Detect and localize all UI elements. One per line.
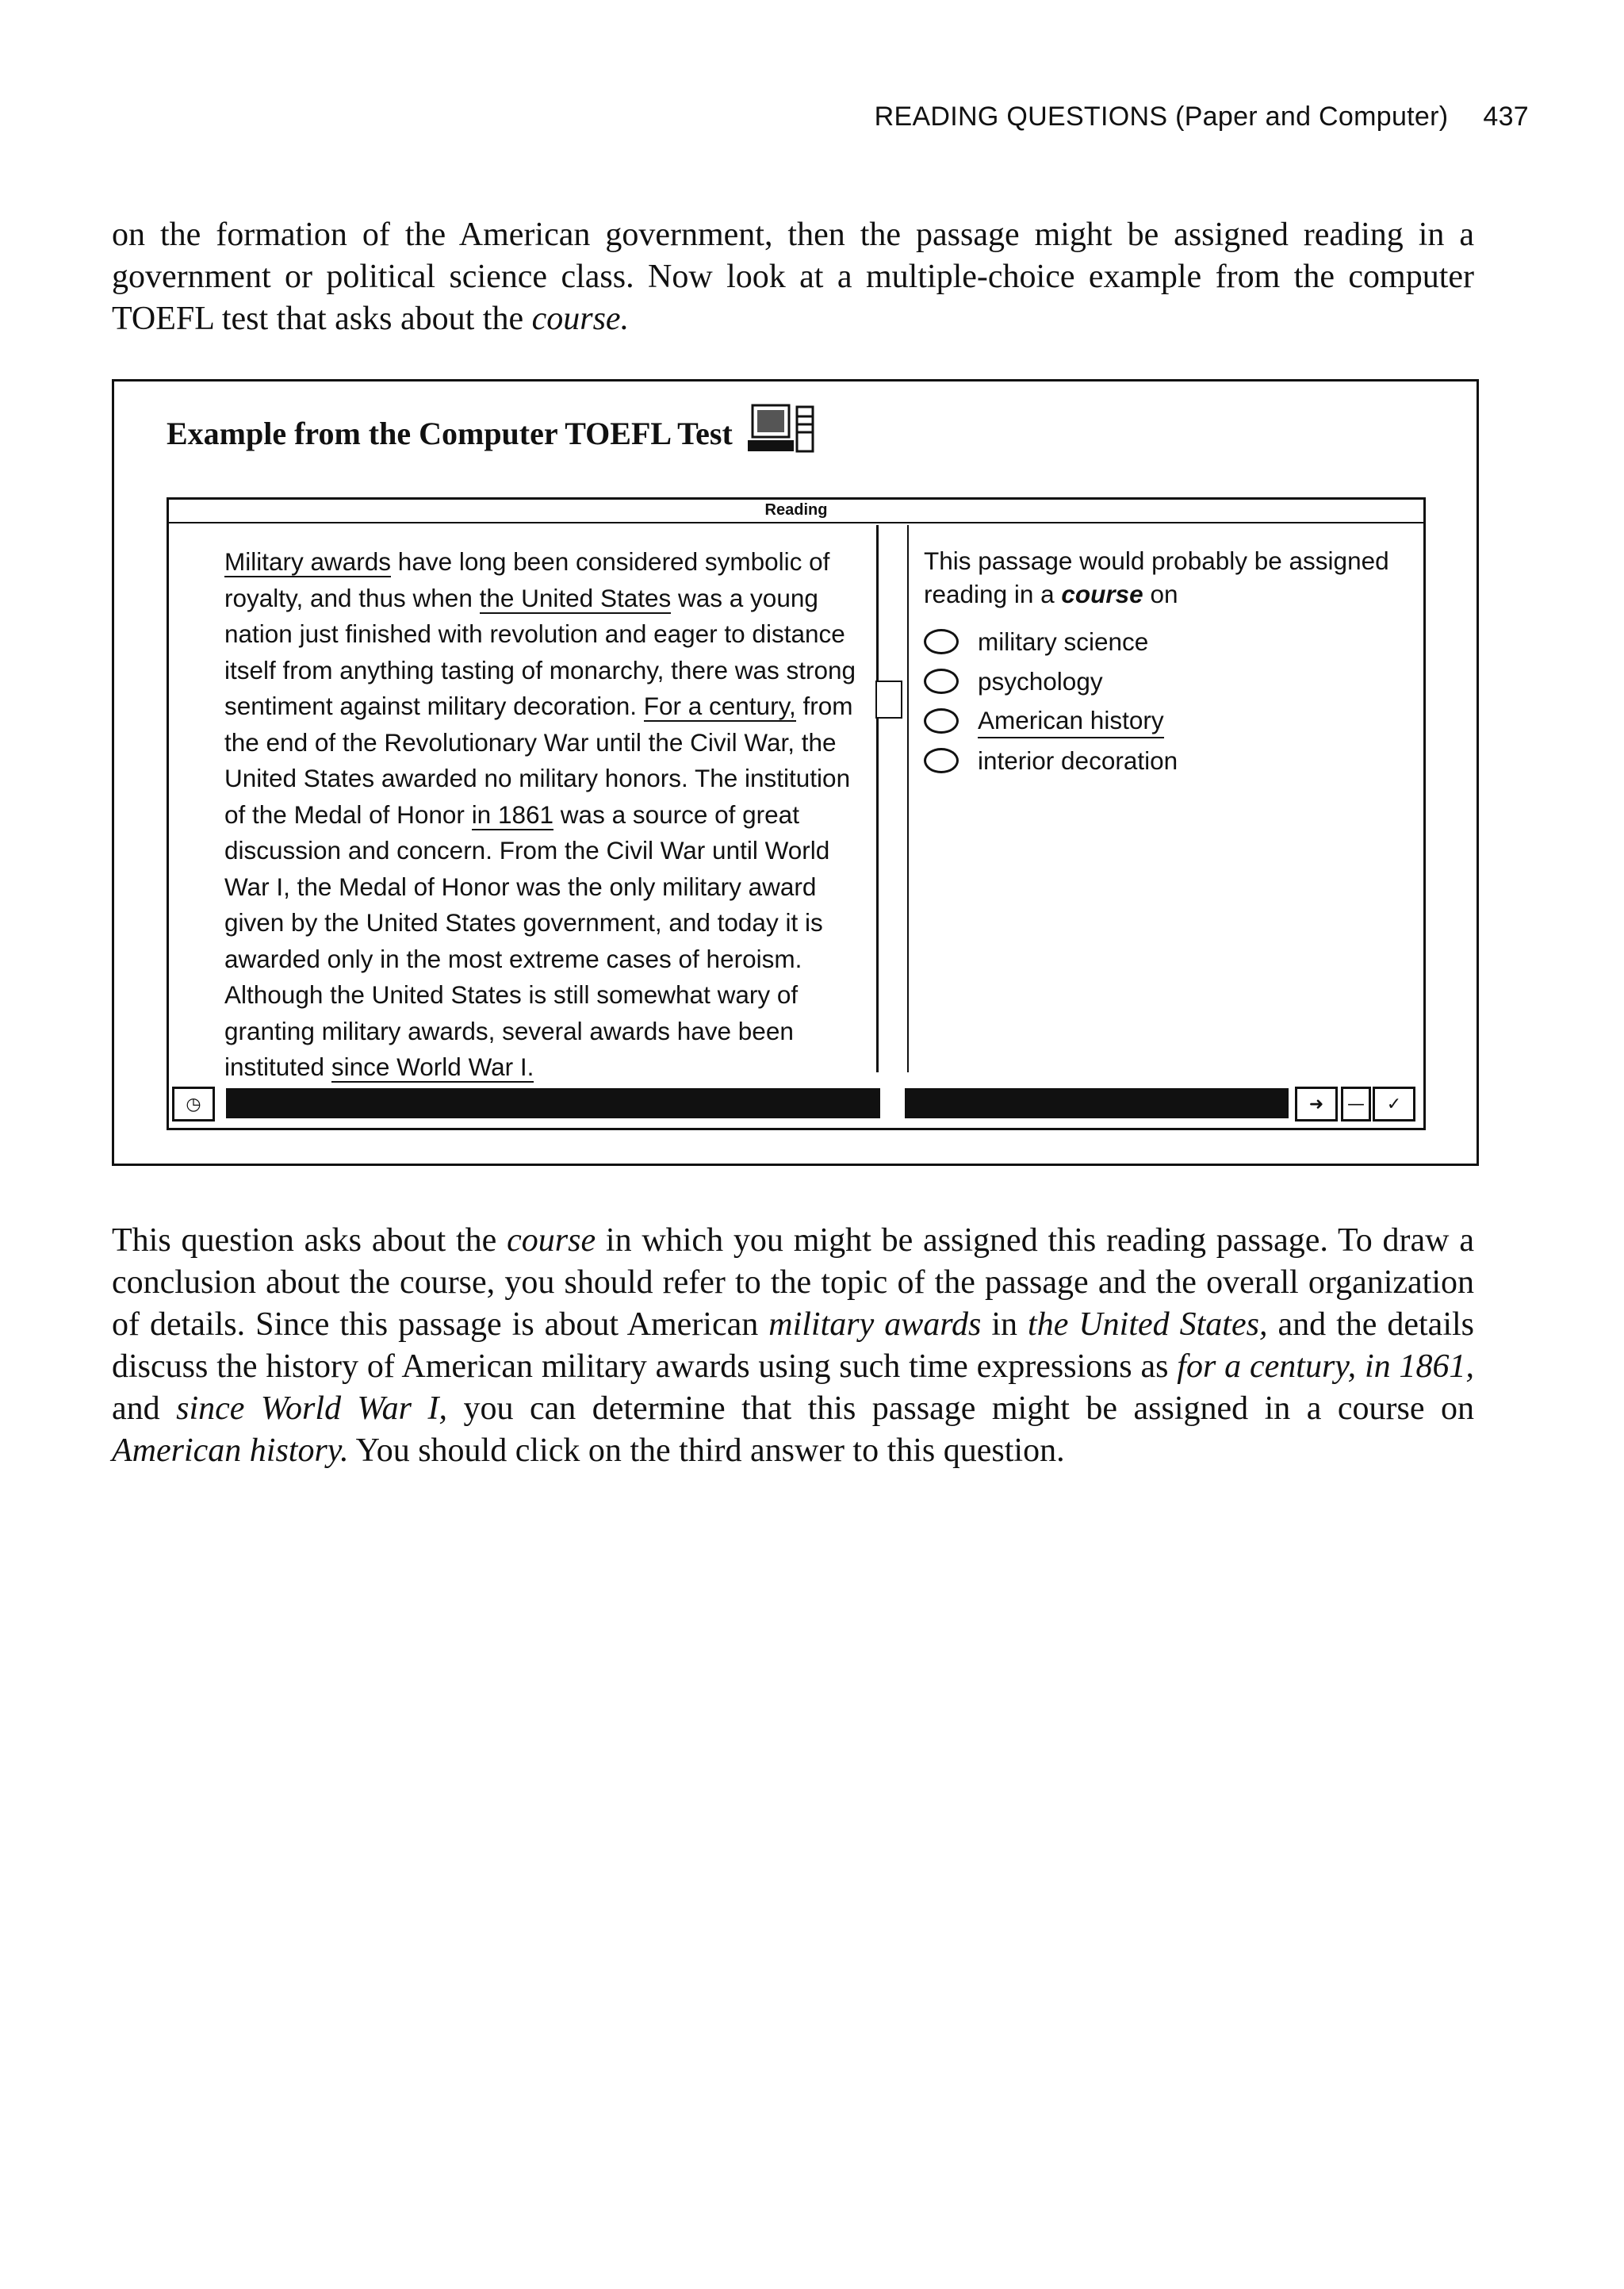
passage-underlined-phrase: in 1861 bbox=[471, 799, 554, 829]
toolbar-spacer-icon: — bbox=[1341, 1087, 1371, 1121]
answer-option-2[interactable] bbox=[924, 661, 1408, 701]
answer-label: American history bbox=[978, 704, 1164, 738]
explanation-text: This question asks about the bbox=[112, 1222, 508, 1259]
question-pane bbox=[924, 544, 1408, 780]
passage-underlined-phrase: For a century, bbox=[643, 692, 796, 720]
answer-option-1[interactable] bbox=[924, 622, 1408, 661]
explanation-italic: military awards bbox=[768, 1306, 982, 1343]
answer-label: interior decoration bbox=[978, 746, 1178, 775]
explanation-italic: American history. bbox=[112, 1432, 349, 1469]
toolbar-bar-right bbox=[905, 1088, 1289, 1118]
intro-paragraph bbox=[112, 214, 1474, 340]
explanation-text: and the details discuss the history of American military awards using such time expressions as bbox=[112, 1306, 1475, 1385]
toolbar bbox=[169, 1080, 1423, 1128]
page-number: 437 bbox=[1483, 102, 1529, 132]
radio-icon[interactable] bbox=[924, 629, 959, 654]
confirm-icon[interactable]: ✓ bbox=[1373, 1087, 1415, 1121]
explanation-italic: the United States, bbox=[1028, 1306, 1268, 1343]
passage-segment: from the end of the Revolutionary War until the Civil War, the United States awarded no military honors. The institution of the Medal of Honor bbox=[224, 692, 853, 829]
passage-segment: have long been considered symbolic of royalty, and thus when bbox=[224, 547, 830, 612]
time-icon[interactable]: ◷ bbox=[172, 1087, 215, 1121]
answer-label: psychology bbox=[978, 667, 1103, 696]
explanation-text: you can determine that this passage might be assigned in a course on bbox=[447, 1390, 1474, 1427]
intro-text: on the formation of the American government, then the passage might be assigned reading in a government or political science class. Now look at a multiple-choice example from the computer TOEFL test that asks about the bbox=[112, 217, 1474, 337]
example-title: Example from the Computer TOEFL Test bbox=[167, 416, 733, 451]
question-stem bbox=[924, 544, 1408, 611]
explanation-text: in bbox=[981, 1306, 1028, 1343]
window-title: Reading bbox=[169, 500, 1423, 523]
explanation-text: and bbox=[112, 1390, 177, 1427]
explanation-italic: course bbox=[507, 1222, 596, 1259]
explanation-paragraph bbox=[112, 1220, 1474, 1472]
passage-text bbox=[188, 544, 857, 1086]
answer-label: military science bbox=[978, 627, 1149, 656]
toefl-window bbox=[167, 497, 1426, 1130]
computer-icon bbox=[745, 404, 818, 454]
stem-bold-word: course bbox=[1061, 580, 1143, 608]
passage-segment: was a source of great discussion and concern. From the Civil War until World War I, the Medal of Honor was the only military award given by the United States government, and today it is awarded only in the most extreme cases of heroism. Although the United States is still somewhat wary of granting military awards, several awards have been instituted bbox=[224, 799, 830, 1081]
passage-underlined-phrase: since World War I. bbox=[331, 1052, 534, 1081]
answer-option-4[interactable] bbox=[924, 741, 1408, 780]
reading-passage bbox=[188, 544, 857, 1086]
scroll-thumb[interactable] bbox=[875, 681, 902, 719]
passage-underlined-phrase: Military awards bbox=[224, 547, 392, 576]
radio-icon[interactable] bbox=[924, 669, 959, 694]
explanation-text: in which you might be assigned this reading passage. To draw a conclusion about the course, you should refer to the topic of the passage and the overall organization of details. Since this passage is about American bbox=[112, 1222, 1474, 1343]
example-box bbox=[112, 379, 1479, 1166]
stem-text: This passage would probably be assigned reading in a bbox=[924, 546, 1389, 608]
explanation-italic: for a century, in 1861, bbox=[1177, 1348, 1474, 1385]
next-arrow-icon[interactable]: ➜ bbox=[1295, 1087, 1338, 1121]
passage-segment: was a young nation just finished with revolution and eager to distance itself from anything tasting of monarchy, there was strong sentiment against military decoration. bbox=[224, 583, 856, 720]
stem-end: on bbox=[1143, 580, 1178, 608]
radio-icon[interactable] bbox=[924, 708, 959, 734]
explanation-text: You should click on the third answer to this question. bbox=[348, 1432, 1065, 1469]
radio-icon[interactable] bbox=[924, 748, 959, 773]
running-head bbox=[793, 102, 1529, 132]
answer-option-3[interactable] bbox=[924, 701, 1408, 741]
explanation-italic: since World War I, bbox=[176, 1390, 447, 1427]
toolbar-bar-left bbox=[226, 1088, 880, 1118]
scrollbar[interactable] bbox=[876, 525, 909, 1072]
intro-course-word: course. bbox=[531, 301, 630, 337]
running-head-title: READING QUESTIONS (Paper and Computer) bbox=[874, 102, 1449, 132]
passage-underlined-phrase: the United States bbox=[479, 583, 672, 612]
